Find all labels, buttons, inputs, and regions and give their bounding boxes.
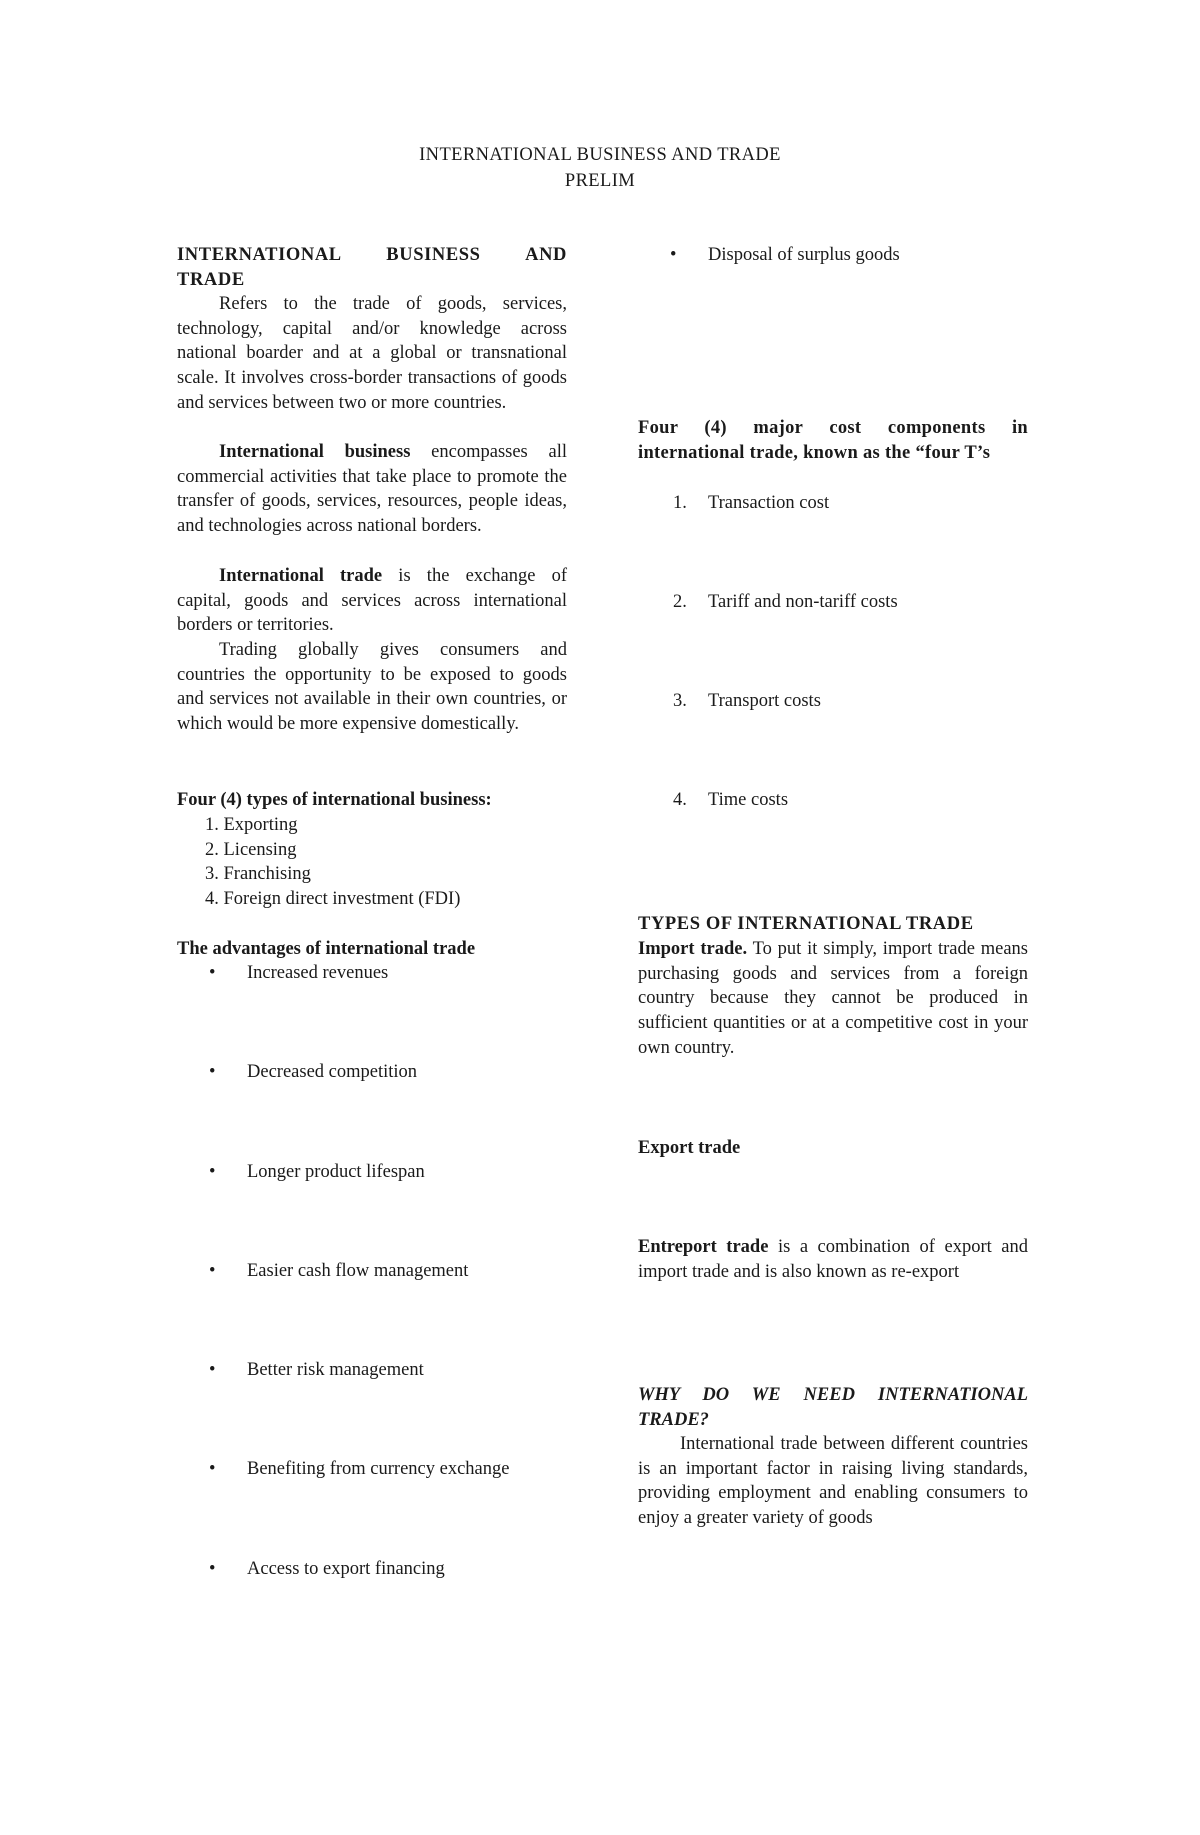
document-title xyxy=(0,143,1200,195)
section-heading xyxy=(177,243,567,292)
list-item-label: Decreased competition xyxy=(247,1062,418,1082)
import-trade-term: Import trade. xyxy=(638,939,748,959)
international-trade-paragraph xyxy=(177,564,567,638)
list-item-number: 2. xyxy=(673,592,687,612)
list-item-label: Longer product lifespan xyxy=(247,1162,425,1182)
why-heading: WHY DO WE NEED INTERNATIONAL TRADE? xyxy=(638,1385,1028,1430)
bullet-icon: • xyxy=(209,963,216,983)
list-item-label: Increased revenues xyxy=(247,963,389,983)
list-item-label: Time costs xyxy=(708,790,789,810)
intro-paragraph: Refers to the trade of goods, services, technology, capital and/or knowledge across national boarder and at a global or transnational scale. It involves cross-border transactions of goods and services between two or more countries. xyxy=(177,294,567,413)
list-item: 4. Foreign direct investment (FDI) xyxy=(205,889,461,910)
list-item-number: 4. xyxy=(673,790,687,810)
export-trade-heading: Export trade xyxy=(638,1138,741,1158)
international-business-paragraph xyxy=(177,440,567,539)
list-item-label: Access to export financing xyxy=(247,1559,445,1579)
bullet-icon: • xyxy=(209,1062,216,1082)
list-item-number: 1. xyxy=(673,493,687,513)
import-trade-definition: To put it simply, import trade means purchasing goods and services from a foreign country because they cannot be produced in sufficient quantities or at a competitive cost in your own country. xyxy=(638,939,1028,1058)
international-trade-term: International trade xyxy=(219,566,383,586)
list-item: 2. Licensing xyxy=(205,839,297,860)
why-paragraph: International trade between different countries is an important factor in raising living standards, providing employment and enabling consumers to enjoy a greater variety of goods xyxy=(638,1434,1028,1529)
list-item: 1. Exporting xyxy=(205,815,298,835)
bullet-icon: • xyxy=(209,1162,216,1182)
trading-paragraph: Trading globally gives consumers and countries the opportunity to be exposed to goods and services not available in their own countries, or which would be more expensive domestically. xyxy=(177,640,567,735)
list-item-label: Better risk management xyxy=(247,1360,424,1380)
list-item-label: Transaction cost xyxy=(708,493,830,513)
entreport-trade-definition: is a combination of export and import trade and is also known as re-export xyxy=(638,1237,1028,1282)
list-item-number: 3. xyxy=(673,691,687,711)
title-line-2: PRELIM xyxy=(564,171,636,191)
international-business-definition: encompasses all commercial activities that take place to promote the transfer of goods, services, resources, people ideas, and technologies across national borders. xyxy=(177,442,568,537)
entreport-trade-term: Entreport trade xyxy=(638,1237,769,1257)
bullet-icon: • xyxy=(670,245,677,265)
cost-components-heading: Four (4) major cost components in international trade, known as the “four T’s xyxy=(638,418,1028,463)
title-line-1: INTERNATIONAL BUSINESS AND TRADE xyxy=(419,145,781,165)
list-item-label: Benefiting from currency exchange xyxy=(247,1459,510,1479)
bullet-icon: • xyxy=(209,1459,216,1479)
international-trade-definition: is the exchange of capital, goods and services across international borders or territories. xyxy=(177,566,567,636)
list-item-label: Easier cash flow management xyxy=(247,1261,469,1281)
bullet-icon: • xyxy=(209,1360,216,1380)
types-list xyxy=(177,813,567,912)
list-item-label: Transport costs xyxy=(708,691,821,711)
import-trade-paragraph xyxy=(638,937,1028,1061)
list-item-label: Tariff and non-tariff costs xyxy=(708,592,898,612)
bullet-icon: • xyxy=(209,1261,216,1281)
advantages-heading: The advantages of international trade xyxy=(177,939,476,959)
types-heading: Four (4) types of international business: xyxy=(177,790,492,810)
entreport-trade-paragraph xyxy=(638,1235,1028,1284)
types-of-trade-heading: TYPES OF INTERNATIONAL TRADE xyxy=(638,914,974,934)
list-item-label: Disposal of surplus goods xyxy=(708,245,900,265)
international-business-term: International business xyxy=(219,442,411,462)
heading-line-2: TRADE xyxy=(177,269,245,290)
bullet-icon: • xyxy=(209,1559,216,1579)
list-item: 3. Franchising xyxy=(205,864,311,885)
heading-line-1: INTERNATIONAL BUSINESS AND xyxy=(177,245,567,265)
